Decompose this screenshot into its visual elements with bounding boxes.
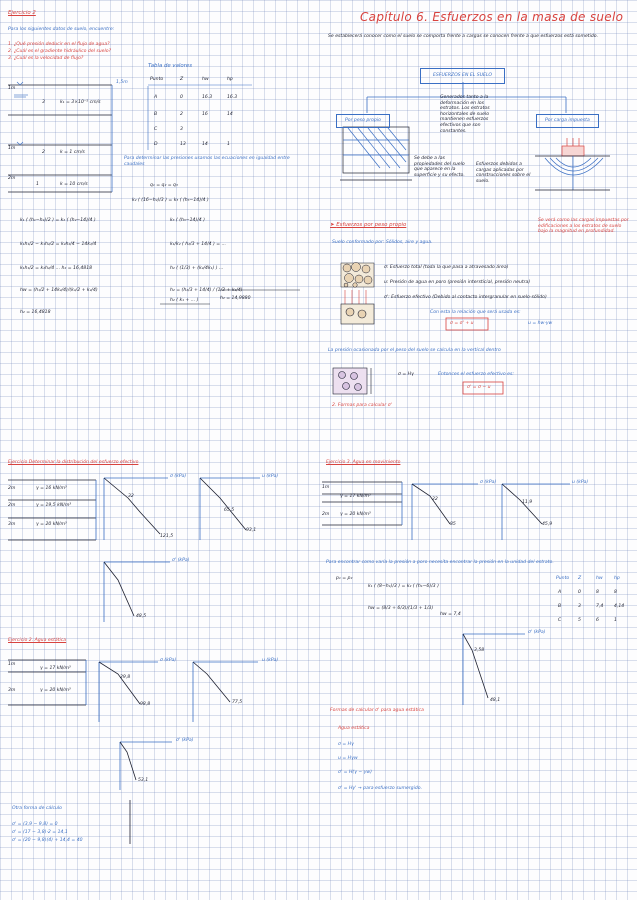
layer-k-2: k = 1 cm/s <box>60 150 85 155</box>
eq-right-2: k₁/k₂ ( h₂/3 + 14/4 ) = ... <box>170 242 226 247</box>
ex3-val: 45,9 <box>542 522 553 527</box>
right-branch-note: Se verá como las cargas impuestas por edificaciones a los estratos de suelo bajo la magnitud en profundidad. <box>538 218 629 235</box>
ex3-table-cell: 4,14 <box>614 604 625 609</box>
ex2-axis-pore: u (kPa) <box>262 658 279 663</box>
table-cell: 14 <box>227 112 233 117</box>
ex2-gamma-2: γ = 20 kN/m³ <box>40 688 71 693</box>
ex3-eq-2: k₁ ( (8−h₁)/3 ) = k₂ ( (h₁−6)/3 ) <box>368 584 439 589</box>
water-level-marks <box>14 82 28 145</box>
table-head-hw: hw <box>202 77 209 82</box>
ex3-graph-val: 48,1 <box>490 698 501 703</box>
layer-k-3: k₁ = 3×10⁻⁵ cm/s <box>60 100 101 105</box>
sigma-definition: σ = Hγ <box>398 372 414 377</box>
ex3-table-cell: 5 <box>578 618 581 623</box>
legend-effective: σ': Esfuerzo efectivo (Debido al contacto intergranular en suelo-sólido) <box>384 295 547 300</box>
ex2-axis-total: σ (kPa) <box>160 658 177 663</box>
table-cell: A <box>154 95 158 100</box>
table-title: Tabla de valores <box>148 63 193 69</box>
table-cell: C <box>154 127 158 132</box>
forms-subtitle: Agua estática <box>338 726 370 731</box>
ex3-table-head: Punto <box>556 576 570 581</box>
legend-pore: u: Presión de agua en poro (presión intersticial, presión neutra) <box>384 280 531 285</box>
ex3-table-cell: 1 <box>614 618 617 623</box>
form-3: σ' = H(γ − γw) <box>338 770 372 775</box>
exercise-heading: Ejercicio 2 <box>8 10 36 16</box>
calc-title: Otra forma de cálculo <box>12 806 62 811</box>
layer-label-1: 1 <box>36 182 39 187</box>
form-1: σ = Hγ <box>338 742 354 747</box>
ex3-pore-plot <box>502 484 570 540</box>
arrow-icon: ➤ <box>330 222 337 228</box>
forms-title: Formas de calcular σ' para agua estática <box>330 708 424 713</box>
flow-equality: q₁ = q₂ = q₃ <box>150 183 178 188</box>
ex2-pore-plot <box>193 662 258 722</box>
ex3-val: 85 <box>450 522 456 527</box>
calc-line-1: σ' = (3,9 − 9,8) = 0 <box>12 822 58 827</box>
ex3-table-cell: A <box>558 590 562 595</box>
table-head-punto: Punto <box>150 77 164 82</box>
center-note-2: Esfuerzos debidos a cargas aplicadas por construcciones sobre el suelo. <box>476 162 531 184</box>
center-note: Generados tanto a la deformación en los estratos. Los estratos horizontales de suelo mantienen esfuerzos efectivos que son constantes. <box>440 95 490 134</box>
table-head-hp: hp <box>227 77 233 82</box>
ex1-depth-1: 2m <box>8 486 16 491</box>
ex2-total-plot <box>99 662 158 722</box>
ex3-axis-total: σ (kPa) <box>480 480 497 485</box>
ex3-graph-val: 3,58 <box>474 648 485 653</box>
table-cell: D <box>154 142 158 147</box>
form-2: u = Hγw <box>338 756 358 761</box>
ex2-title: Ejercicio 2. Agua estática <box>8 638 67 643</box>
table-head-z: Z <box>180 77 184 82</box>
ex1-gamma-2: γ = 19,5 kN/m³ <box>36 503 72 508</box>
layer-k-1: k = 10 cm/s <box>60 182 88 187</box>
eq-mid-2: h₂ ( (1/3) + (k₂/4k₁) ) ... <box>170 266 224 271</box>
eq-right-1: k₃ ( (h₃−14)/4 ) <box>170 218 205 223</box>
ex1-gamma-3: γ = 20 kN/m³ <box>36 522 67 527</box>
effective-note: Entonces el esfuerzo efectivo es: <box>438 372 514 377</box>
imposed-load-sketch <box>535 138 610 190</box>
formula-effective: σ' = σ − u <box>467 385 491 390</box>
ex2-val: 29,8 <box>120 675 131 680</box>
ex1-val: 32 <box>128 494 134 499</box>
effective-stress-sketch <box>341 290 374 324</box>
ex3-table-cell: 8 <box>614 590 617 595</box>
ex3-table-head: Z <box>578 576 582 581</box>
intro-text: Para los siguientes datos de suelo, encuentre: <box>8 27 115 32</box>
ex1-gamma-1: γ = 16 kN/m³ <box>36 486 67 491</box>
ex3-depth-1: 1m <box>322 485 330 490</box>
table-cell: 2 <box>180 112 183 117</box>
ex3-val: 22 <box>432 497 438 502</box>
ex3-title: Ejercicio 3. Agua en movimiento <box>326 460 401 465</box>
eq-1: k₁ ( (h₁−h₂)/2 ) = k₂ ( (h₂−14)/4 ) <box>20 218 96 223</box>
ex1-val: 65,5 <box>224 508 235 513</box>
eq-result-h2: h₂ = 16,4818 <box>20 310 51 315</box>
eq-4: hw = (h₁/2 + 14k₂/4)/(k₁/2 + k₂/4) <box>20 288 98 293</box>
ex1-axis-total: σ (kPa) <box>170 474 187 479</box>
chapter-intro: Se establecerá conocer como el suelo se comporta frente a cargas se conocen frente a que esfuerzos está sometido. <box>328 34 599 39</box>
table-cell: 3 <box>180 127 183 132</box>
table-cell: 16.3 <box>202 95 213 100</box>
layer-depth-2: 1m <box>8 146 16 151</box>
eq-2: k₁h₁/2 − k₁h₂/2 = k₂h₂/4 − 14k₂/4 <box>20 242 97 247</box>
calc-forms: 2. Formas para calcular σ' <box>332 403 392 408</box>
ex3-soil-profile <box>322 482 402 525</box>
table-cell: 1 <box>227 142 230 147</box>
ex2-val: 77,5 <box>232 700 243 705</box>
question-3: 3. ¿Cuál es la velocidad de flujo? <box>8 56 84 61</box>
ex1-val: 121,5 <box>160 534 174 539</box>
ex3-table-cell: 8 <box>596 590 599 595</box>
ex1-val: 48,5 <box>136 614 147 619</box>
calc-line-3: σ' = (20 − 9,8)(4) + 14,4 = 40 <box>12 838 83 843</box>
ex3-table-cell: 7,4 <box>596 604 604 609</box>
branch-self-weight: Por peso propio <box>336 114 390 128</box>
ex1-axis-pore: u (kPa) <box>262 474 279 479</box>
ex3-gamma-2: γ = 20 kN/m³ <box>340 512 371 517</box>
ex1-effective-plot <box>104 562 170 622</box>
legend-total: σ: Esfuerzo total (toda la que pasa a atravesado área) <box>384 265 509 270</box>
pressure-note: La presión ocasionada por el peso del suelo se calcula en la vertical dentro <box>328 348 501 353</box>
stress-root-node: ESFUERZOS EN EL SUELO <box>420 68 505 84</box>
ex3-table-cell: 3 <box>578 604 581 609</box>
ex3-gamma-1: γ = 17 kN/m³ <box>340 494 371 499</box>
eq-mid-1: k₂ ( (16−h₂)/3 ) = k₃ ( (h₃−14)/4 ) <box>132 198 209 203</box>
side-mark: 1,5m <box>116 80 128 85</box>
relation-note: Con esta la relación que será usada es: <box>430 310 521 315</box>
ex3-eq-3: hw = (8/3 + 6/3)/(1/3 + 1/3) <box>368 606 434 611</box>
layer-depth-1: 2m <box>8 176 16 181</box>
formula-total-stress: σ = σ' + u <box>450 321 474 326</box>
layer-label-2: 2 <box>42 150 45 155</box>
chapter-title: Capítulo 6. Esfuerzos en la masa de suelo <box>360 10 624 24</box>
self-weight-sketch <box>340 127 412 180</box>
ex3-eq-4: hw = 7,4 <box>440 612 461 617</box>
question-2: 2. ¿Cuál es el gradiente hidráulico del suelo? <box>8 49 112 54</box>
ex3-total-plot <box>412 484 478 540</box>
ex3-val: 11,9 <box>522 500 533 505</box>
formula-pore: u = hw·γw <box>528 321 553 326</box>
ex2-val-effective: 53,1 <box>138 778 149 783</box>
soil-particles-sketch <box>341 263 374 288</box>
left-branch-note: Se debe a las propiedades del suelo que aparece en la superficie y su efecto. <box>414 156 465 178</box>
ex1-title: Ejercicio Determinar la distribución del esfuerzo efectivo <box>8 460 139 465</box>
form-4: σ' = Hγ' → para esfuerzo sumergido. <box>338 786 423 791</box>
soil-composition: Suelo conformado por: Sólidos, aire y agua. <box>332 240 433 245</box>
table-cell: B <box>154 112 158 117</box>
table-cell: 13 <box>180 142 186 147</box>
section-self-weight <box>330 222 406 228</box>
ex3-table-cell: B <box>558 604 562 609</box>
equality-note: Para determinar las presiones usamos las ecuaciones en igualdad entre caudales <box>124 156 290 167</box>
table-cell: 16.3 <box>227 95 238 100</box>
ex3-table-head: hw <box>596 576 603 581</box>
eq-3: k₁h₁/2 = k₂h₂/4 ... h₂ = 16,4818 <box>20 266 93 271</box>
layer-depth-3: 1m <box>8 86 16 91</box>
ex3-effective-plot <box>463 634 525 705</box>
ex1-val: 93,1 <box>246 528 257 533</box>
ex1-depth-2: 2m <box>8 503 16 508</box>
layer-label-3: 3 <box>42 100 45 105</box>
ex2-depth-1: 1m <box>8 662 16 667</box>
table-cell: 14 <box>202 142 208 147</box>
table-cell: 16 <box>202 112 208 117</box>
ex3-table-head: hp <box>614 576 620 581</box>
ex3-eq-1: p₁ = p₂ <box>336 576 353 581</box>
ex2-depth-2: 3m <box>8 688 16 693</box>
eq-right-3: h₂ ( k₁ + ... ) <box>170 298 199 303</box>
profile-sketch-h <box>333 368 371 394</box>
ex3-axis-pore: u (kPa) <box>572 480 589 485</box>
ex3-table-cell: 0 <box>578 590 581 595</box>
ex3-depth-2: 2m <box>322 512 330 517</box>
ex3-table-cell: C <box>558 618 562 623</box>
ex3-graph-axis: σ' (kPa) <box>528 630 546 635</box>
calc-line-2: σ' = (17 − 3,8)·2 = 14,1 <box>12 830 68 835</box>
ex2-val: 98,8 <box>140 702 151 707</box>
eq-result-h3: h₂ = 14,9880 <box>220 296 251 301</box>
branch-imposed-load: Por carga impuesta <box>536 114 599 128</box>
ex1-total-stress-plot <box>104 478 168 540</box>
ex2-gamma-1: γ = 17 kN/m³ <box>40 666 71 671</box>
ex1-depth-3: 3m <box>8 522 16 527</box>
ex2-axis-effective: σ' (kPa) <box>176 738 194 743</box>
ex3-note: Para encontrar como varía la presión a poro necesita encontrar la presión en la unidad del estrato. <box>326 560 554 565</box>
ex1-axis-effective: σ' (kPa) <box>172 558 190 563</box>
eq-mid-3: h₂ = (h₂/3 + 14/4) / (1/3 + k₂/4) <box>170 288 243 293</box>
table-cell: 0 <box>180 95 183 100</box>
section-label: Esfuerzos por peso propio <box>336 222 407 228</box>
question-1: 1. ¿Qué presión deducir en el flujo de agua? <box>8 42 110 47</box>
ex3-table-cell: 6 <box>596 618 599 623</box>
